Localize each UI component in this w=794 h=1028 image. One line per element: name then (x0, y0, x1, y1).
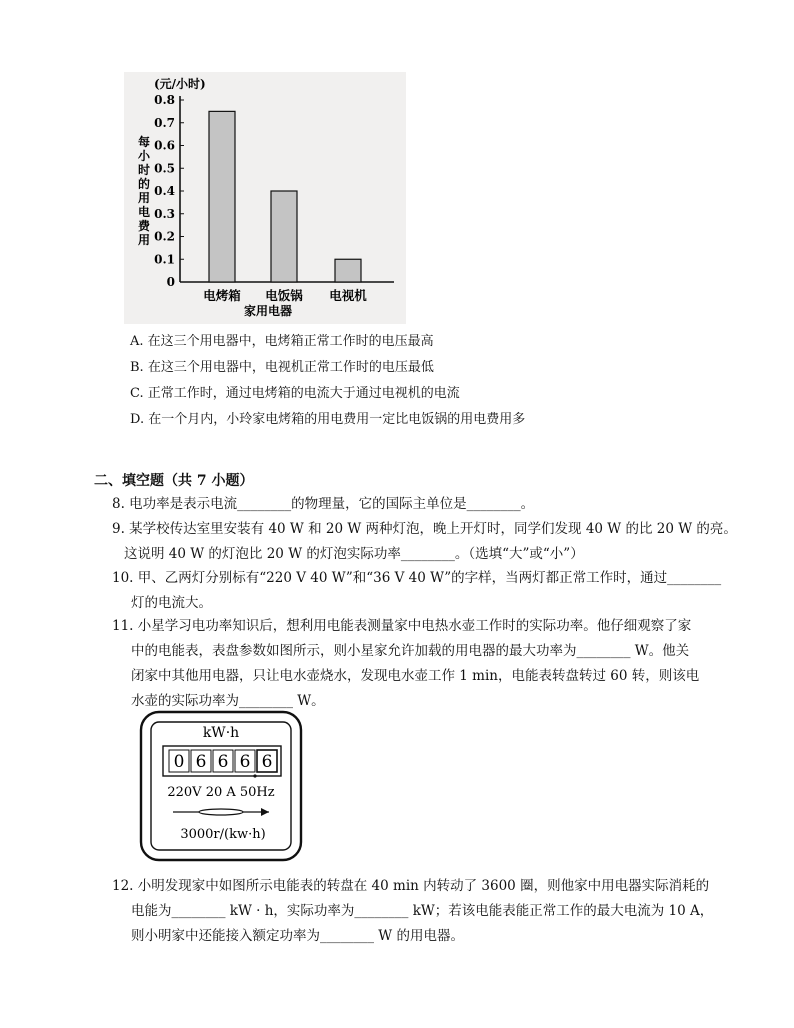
question-11-line: 中的电能表，表盘参数如图所示，则小星家允许加载的用电器的最大功率为________ W。他关 (131, 643, 690, 659)
meter-digit: 6 (195, 752, 207, 772)
meter-rotor-icon (173, 808, 269, 816)
meter-digit: 6 (239, 752, 251, 772)
question-11-line: 11. 小星学习电功率知识后，想利用电能表测量家中电热水壶工作时的实际功率。他仔细观察了家 (112, 618, 692, 634)
chart-y-tick-label: 0.8 (154, 93, 175, 107)
chart-x-tick-label: 电视机 (329, 288, 367, 303)
chart-bar (271, 191, 297, 282)
question-9-line: 9. 某学校传达室里安装有 40 W 和 20 W 两种灯泡，晚上开灯时，同学们发现 40 W 的比 20 W 的亮。 (112, 521, 737, 537)
question-10 (112, 566, 722, 616)
meter-decimal-dot (253, 774, 256, 777)
question-8-line: 8. 电功率是表示电流________的物理量，它的国际主单位是________。 (112, 496, 535, 512)
meter-digit: 6 (217, 752, 229, 772)
chart-bar (335, 259, 361, 282)
meter-specs: 220V 20 A 50Hz (167, 785, 275, 800)
option-a: A. 在这三个用电器中，电烤箱正常工作时的电压最高 (130, 334, 434, 349)
chart-unit-label: (元/小时) (154, 77, 206, 91)
chart-y-tick-label: 0.6 (154, 138, 175, 153)
chart-y-tick-label: 0.1 (154, 252, 175, 267)
question-9-line: 这说明 40 W 的灯泡比 20 W 的灯泡实际功率________。（选填“大”或“小”） (124, 546, 584, 562)
section-title: 二、填空题（共 7 小题） (94, 473, 254, 489)
chart-y-tick-label: 0.5 (154, 161, 175, 176)
chart-x-tick-label: 电烤箱 (203, 288, 241, 303)
meter-unit: kW·h (202, 725, 240, 741)
question-11 (112, 614, 712, 714)
question-11-line: 闭家中其他用电器，只让电水壶烧水，发现电水壶工作 1 min，电能表转盘转过 60 转，则该电 (131, 668, 700, 684)
question-12-line: 12. 小明发现家中如图所示电能表的转盘在 40 min 内转动了 3600 圈，则他家中用电器实际消耗的 (112, 878, 710, 894)
meter-digit: 0 (173, 752, 185, 772)
bar-chart (124, 72, 406, 324)
chart-y-tick-label: 0.7 (154, 115, 175, 130)
question-11-line: 水壶的实际功率为________ W。 (131, 693, 325, 709)
chart-y-tick-label: 0.3 (154, 206, 175, 221)
meter-digits-box (163, 746, 281, 778)
meter-digit: 6 (261, 752, 273, 772)
option-c: C. 正常工作时，通过电烤箱的电流大于通过电视机的电流 (130, 386, 460, 401)
chart-x-tick-label: 电饭锅 (265, 288, 303, 303)
question-10-line: 10. 甲、乙两灯分别标有“220 V 40 W”和“36 V 40 W”的字样，当两灯都正常工作时，通过________ (112, 570, 722, 586)
question-12-line: 电能为________ kW · h，实际功率为________ kW；若该电能表能正常工作的最大电流为 10 A， (131, 903, 714, 919)
question-10-line: 灯的电流大。 (131, 595, 212, 611)
chart-x-axis-label: 家用电器 (243, 304, 293, 318)
question-9 (112, 517, 737, 567)
question-12 (112, 874, 712, 949)
chart-y-tick-label: 0 (166, 275, 175, 289)
chart-y-axis-label: 每小时的用电费用 (137, 135, 151, 247)
question-8 (112, 492, 712, 517)
option-d: D. 在一个月内，小玲家电烤箱的用电费用一定比电饭锅的用电费用多 (130, 412, 526, 427)
option-b: B. 在这三个用电器中，电视机正常工作时的电压最低 (130, 360, 434, 375)
meter-revolutions: 3000r/(kw·h) (180, 827, 266, 842)
chart-svg (124, 72, 406, 324)
chart-y-tick-label: 0.2 (154, 229, 175, 244)
chart-y-tick-label: 0.4 (154, 184, 175, 198)
electric-meter-figure (139, 710, 303, 862)
chart-bar (209, 111, 235, 282)
question-12-line: 则小明家中还能接入额定功率为________ W 的用电器。 (131, 928, 464, 944)
